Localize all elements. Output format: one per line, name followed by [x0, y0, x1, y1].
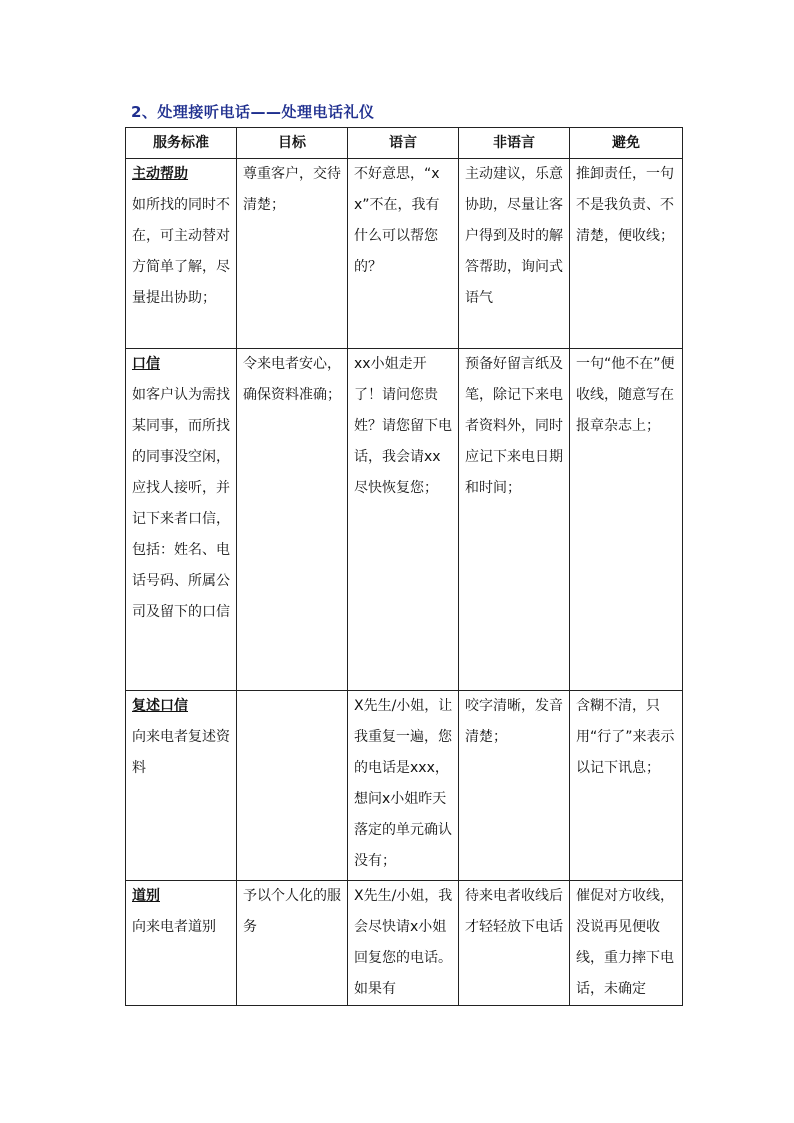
- avoid-text: 一句“他不在”便收线，随意写在报章杂志上；: [576, 356, 675, 434]
- avoid-text: 推卸责任，一句不是我负责、不清楚，便收线；: [576, 166, 674, 244]
- avoid-text: 催促对方收线，没说再见便收线，重力摔下电话，未确定: [576, 888, 674, 997]
- standard-title: 主动帮助: [132, 166, 188, 182]
- table-row: [126, 881, 683, 1006]
- table-header-row: [126, 128, 683, 159]
- cell-nonverbal: [459, 691, 570, 881]
- cell-language: [348, 159, 459, 349]
- table-row: [126, 159, 683, 349]
- standard-desc: 向来电者道别: [132, 919, 216, 935]
- language-text: X先生/小姐，让我重复一遍，您的电话是xxx，想问x小姐昨天落定的单元确认没有；: [354, 698, 453, 869]
- language-text: X先生/小姐，我会尽快请x小姐回复您的电话。如果有: [354, 888, 453, 997]
- header-goal: 目标: [237, 128, 348, 159]
- cell-standard: [126, 691, 237, 881]
- header-standard: 服务标准: [126, 128, 237, 159]
- cell-nonverbal: [459, 159, 570, 349]
- standard-desc: 如所找的同时不在，可主动替对方简单了解，尽量提出协助；: [132, 197, 230, 306]
- language-text: xx小姐走开了！请问您贵姓？请您留下电话，我会请xx尽快恢复您；: [354, 356, 452, 496]
- table-row: [126, 349, 683, 691]
- cell-avoid: [570, 881, 683, 1006]
- goal-text: 予以个人化的服务: [243, 888, 341, 935]
- language-text: 不好意思，“xx”不在，我有什么可以帮您的？: [354, 166, 440, 275]
- goal-text: 令来电者安心，确保资料准确；: [243, 356, 341, 403]
- cell-avoid: [570, 691, 683, 881]
- phone-etiquette-table: [125, 127, 683, 1006]
- cell-goal: [237, 349, 348, 691]
- goal-text: 尊重客户，交待清楚；: [243, 166, 341, 213]
- standard-desc: 向来电者复述资料: [132, 729, 230, 776]
- standard-title: 复述口信: [132, 698, 188, 714]
- cell-goal: [237, 881, 348, 1006]
- cell-avoid: [570, 349, 683, 691]
- cell-goal: [237, 691, 348, 881]
- nonverbal-text: 主动建议，乐意协助，尽量让客户得到及时的解答帮助，询问式语气: [465, 166, 563, 306]
- cell-standard: [126, 159, 237, 349]
- cell-standard: [126, 881, 237, 1006]
- header-nonverbal: 非语言: [459, 128, 570, 159]
- section-heading: 2、处理接听电话——处理电话礼仪: [131, 103, 375, 121]
- cell-nonverbal: [459, 349, 570, 691]
- standard-title: 道别: [132, 888, 160, 904]
- standard-title: 口信: [132, 356, 160, 372]
- cell-language: [348, 691, 459, 881]
- nonverbal-text: 预备好留言纸及笔，除记下来电者资料外，同时应记下来电日期和时间；: [465, 356, 563, 496]
- cell-goal: [237, 159, 348, 349]
- cell-standard: [126, 349, 237, 691]
- nonverbal-text: 待来电者收线后才轻轻放下电话: [465, 888, 563, 935]
- table-row: [126, 691, 683, 881]
- cell-nonverbal: [459, 881, 570, 1006]
- cell-language: [348, 349, 459, 691]
- cell-language: [348, 881, 459, 1006]
- nonverbal-text: 咬字清晰，发音清楚；: [465, 698, 563, 745]
- header-language: 语言: [348, 128, 459, 159]
- standard-desc: 如客户认为需找某同事，而所找的同事没空闲，应找人接听，并记下来者口信，包括：姓名、电话号码、所属公司及留下的口信: [132, 387, 230, 620]
- header-avoid: 避免: [570, 128, 683, 159]
- avoid-text: 含糊不清，只用“行了”来表示以记下讯息；: [576, 698, 675, 776]
- cell-avoid: [570, 159, 683, 349]
